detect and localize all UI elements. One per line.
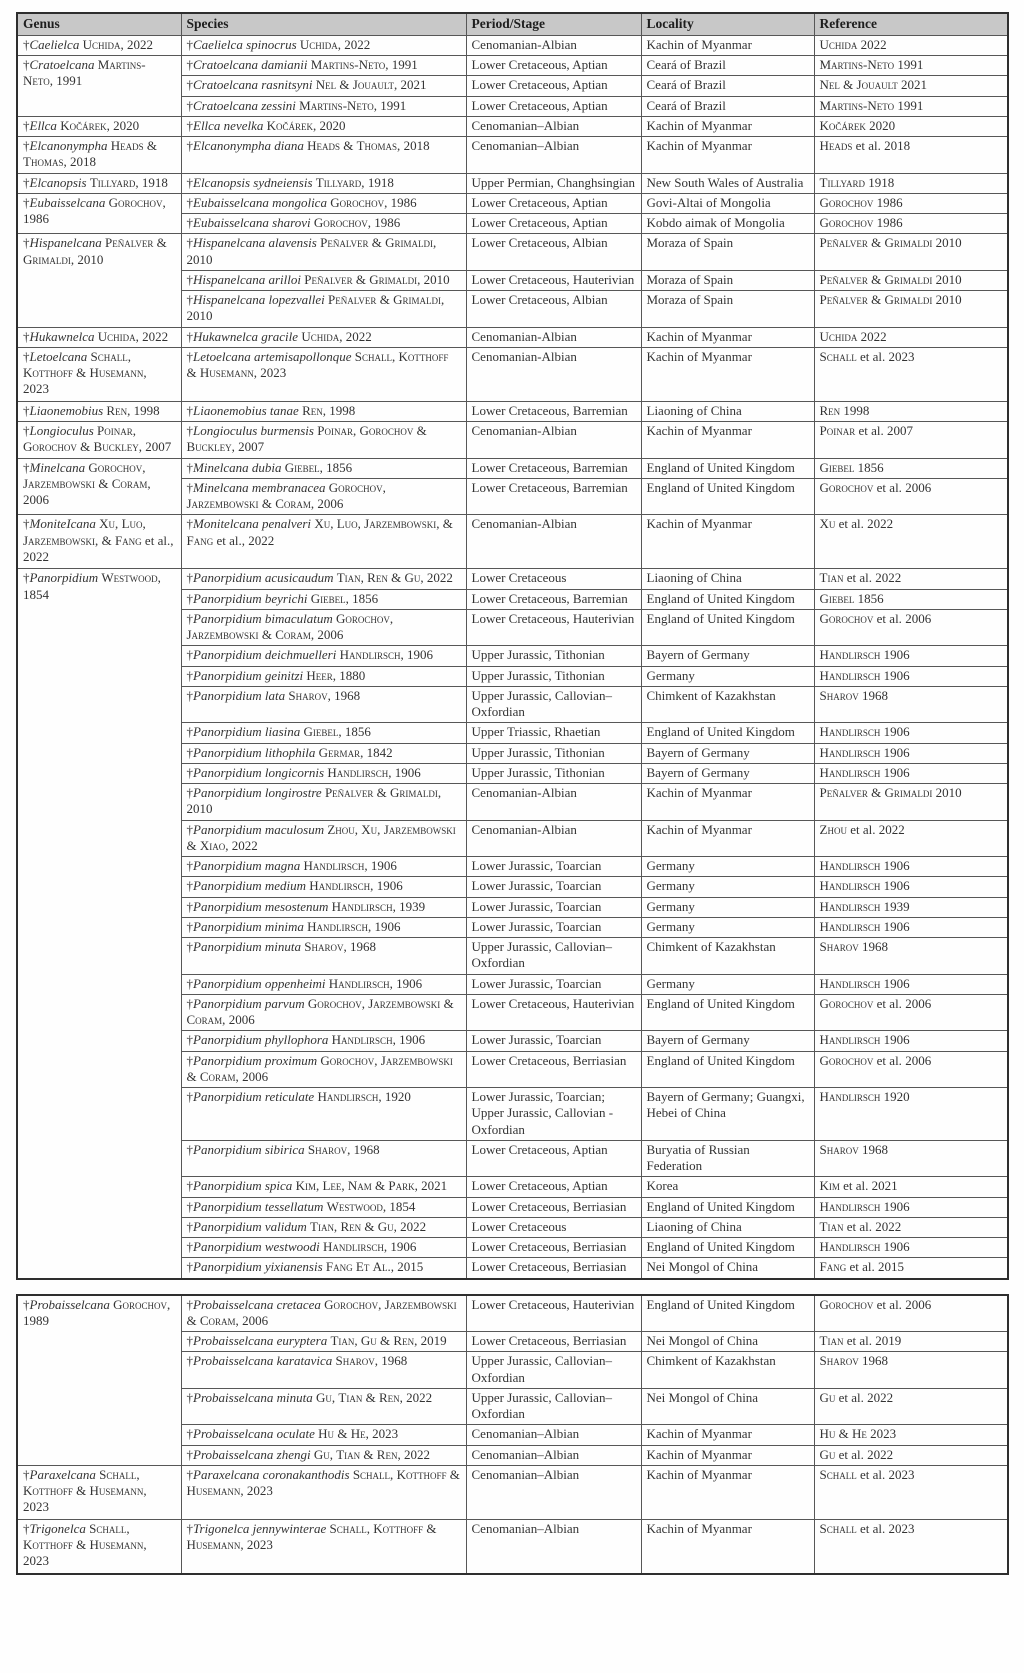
reference-cell: Gu et al. 2022	[814, 1445, 1008, 1465]
species-cell: †Panorpidium bimaculatum Gorochov, Jarzembowski & Coram, 2006	[181, 609, 466, 646]
species-cell: †Panorpidium westwoodi Handlirsch, 1906	[181, 1238, 466, 1258]
locality-cell: Kachin of Myanmar	[641, 1465, 814, 1519]
species-cell: †Cratoelcana rasnitsyni Nel & Jouault, 2021	[181, 76, 466, 96]
species-row	[17, 234, 1008, 271]
species-cell: †Panorpidium reticulate Handlirsch, 1920	[181, 1088, 466, 1141]
column-header-species: Species	[181, 13, 466, 35]
species-cell: †Letoelcana artemisapollonque Schall, Kotthoff & Husemann, 2023	[181, 347, 466, 401]
locality-cell: Kachin of Myanmar	[641, 137, 814, 174]
reference-cell: Gorochov 1986	[814, 193, 1008, 213]
species-cell: †Probaisselcana cretacea Gorochov, Jarzembowski & Coram, 2006	[181, 1295, 466, 1332]
species-cell: †Cratoelcana zessini Martins-Neto, 1991	[181, 96, 466, 116]
reference-cell: Handlirsch 1906	[814, 646, 1008, 666]
locality-cell: Kachin of Myanmar	[641, 327, 814, 347]
locality-cell: Liaoning of China	[641, 401, 814, 421]
reference-cell: Handlirsch 1906	[814, 974, 1008, 994]
reference-cell: Handlirsch 1906	[814, 763, 1008, 783]
period-cell: Cenomanian-Albian	[466, 35, 641, 55]
reference-cell: Kim et al. 2021	[814, 1177, 1008, 1197]
locality-cell: Ceará of Brazil	[641, 96, 814, 116]
species-cell: †Panorpidium validum Tian, Ren & Gu, 2022	[181, 1217, 466, 1237]
reference-cell: Gorochov et al. 2006	[814, 994, 1008, 1031]
species-cell: †Liaonemobius tanae Ren, 1998	[181, 401, 466, 421]
locality-cell: Germany	[641, 877, 814, 897]
reference-cell: Sharov 1968	[814, 686, 1008, 723]
locality-cell: Chimkent of Kazakhstan	[641, 1352, 814, 1389]
locality-cell: Buryatia of Russian Federation	[641, 1140, 814, 1177]
locality-cell: Moraza of Spain	[641, 234, 814, 271]
locality-cell: Korea	[641, 1177, 814, 1197]
period-cell: Lower Cretaceous, Aptian	[466, 193, 641, 213]
reference-cell: Handlirsch 1939	[814, 897, 1008, 917]
locality-cell: Nei Mongol of China	[641, 1388, 814, 1425]
locality-cell: Kachin of Myanmar	[641, 1445, 814, 1465]
locality-cell: Kachin of Myanmar	[641, 347, 814, 401]
reference-cell: Handlirsch 1920	[814, 1088, 1008, 1141]
period-cell: Lower Cretaceous, Aptian	[466, 96, 641, 116]
period-cell: Cenomanian–Albian	[466, 1425, 641, 1445]
species-cell: †Panorpidium lithophila Germar, 1842	[181, 743, 466, 763]
reference-cell: Uchida 2022	[814, 35, 1008, 55]
genus-cell: †Trigonelca Schall, Kotthoff & Husemann, 2023	[17, 1519, 181, 1574]
period-cell: Upper Jurassic, Tithonian	[466, 763, 641, 783]
species-row	[17, 35, 1008, 55]
genus-cell: †MoniteIcana Xu, Luo, Jarzembowski, & Fang et al., 2022	[17, 515, 181, 569]
locality-cell: Nei Mongol of China	[641, 1332, 814, 1352]
locality-cell: England of United Kingdom	[641, 589, 814, 609]
species-cell: †Probaisselcana oculate Hu & He, 2023	[181, 1425, 466, 1445]
locality-cell: England of United Kingdom	[641, 723, 814, 743]
locality-cell: Moraza of Spain	[641, 270, 814, 290]
period-cell: Upper Jurassic, Callovian–Oxfordian	[466, 686, 641, 723]
reference-cell: Handlirsch 1906	[814, 1238, 1008, 1258]
reference-cell: Handlirsch 1906	[814, 877, 1008, 897]
species-cell: †Longioculus burmensis Poinar, Gorochov & Buckley, 2007	[181, 422, 466, 459]
locality-cell: Kachin of Myanmar	[641, 116, 814, 136]
genus-cell: †Letoelcana Schall, Kotthoff & Husemann, 2023	[17, 347, 181, 401]
locality-cell: Bayern of Germany	[641, 1031, 814, 1051]
period-cell: Upper Permian, Changhsingian	[466, 173, 641, 193]
locality-cell: Liaoning of China	[641, 569, 814, 589]
period-cell: Lower Cretaceous, Aptian	[466, 214, 641, 234]
species-cell: †Panorpidium minima Handlirsch, 1906	[181, 917, 466, 937]
genus-cell: †Elcanonympha Heads & Thomas, 2018	[17, 137, 181, 174]
period-cell: Cenomanian-Albian	[466, 820, 641, 857]
species-cell: †Elcanopsis sydneiensis Tillyard, 1918	[181, 173, 466, 193]
species-cell: †Panorpidium deichmuelleri Handlirsch, 1906	[181, 646, 466, 666]
genus-cell: †Ellca Kočárek, 2020	[17, 116, 181, 136]
species-row	[17, 116, 1008, 136]
period-cell: Lower Cretaceous, Hauterivian	[466, 1295, 641, 1332]
period-cell: Lower Jurassic, Toarcian	[466, 877, 641, 897]
species-cell: †Cratoelcana damianii Martins-Neto, 1991	[181, 56, 466, 76]
locality-cell: Kachin of Myanmar	[641, 1425, 814, 1445]
species-cell: †Caelielca spinocrus Uchida, 2022	[181, 35, 466, 55]
period-cell: Lower Jurassic, Toarcian; Upper Jurassic, Callovian - Oxfordian	[466, 1088, 641, 1141]
locality-cell: Kachin of Myanmar	[641, 422, 814, 459]
genus-cell: †Cratoelcana Martins-Neto, 1991	[17, 56, 181, 117]
species-cell: †Hispanelcana lopezvallei Peñalver & Grimaldi, 2010	[181, 291, 466, 328]
locality-cell: Germany	[641, 897, 814, 917]
species-row	[17, 56, 1008, 76]
period-cell: Lower Cretaceous, Aptian	[466, 76, 641, 96]
period-cell: Lower Jurassic, Toarcian	[466, 857, 641, 877]
locality-cell: Germany	[641, 974, 814, 994]
locality-cell: Govi-Altai of Mongolia	[641, 193, 814, 213]
period-cell: Cenomanian–Albian	[466, 1519, 641, 1574]
period-cell: Lower Jurassic, Toarcian	[466, 1031, 641, 1051]
period-cell: Lower Cretaceous, Aptian	[466, 56, 641, 76]
species-cell: †Hispanelcana alavensis Peñalver & Grimaldi, 2010	[181, 234, 466, 271]
period-cell: Upper Jurassic, Callovian–Oxfordian	[466, 938, 641, 975]
species-cell: †Panorpidium yixianensis Fang Et Al., 2015	[181, 1258, 466, 1279]
reference-cell: Tillyard 1918	[814, 173, 1008, 193]
period-cell: Cenomanian-Albian	[466, 515, 641, 569]
species-cell: †Probaisselcana karatavica Sharov, 1968	[181, 1352, 466, 1389]
locality-cell: Bayern of Germany	[641, 763, 814, 783]
reference-cell: Fang et al. 2015	[814, 1258, 1008, 1279]
period-cell: Lower Cretaceous, Hauterivian	[466, 270, 641, 290]
period-cell: Lower Cretaceous, Aptian	[466, 1177, 641, 1197]
species-cell: †Probaisselcana minuta Gu, Tian & Ren, 2022	[181, 1388, 466, 1425]
period-cell: Lower Cretaceous, Barremian	[466, 589, 641, 609]
reference-cell: Gorochov et al. 2006	[814, 609, 1008, 646]
species-cell: †Panorpidium mesostenum Handlirsch, 1939	[181, 897, 466, 917]
locality-cell: Nei Mongol of China	[641, 1258, 814, 1279]
column-header-genus: Genus	[17, 13, 181, 35]
reference-cell: Xu et al. 2022	[814, 515, 1008, 569]
reference-cell: Tian et al. 2019	[814, 1332, 1008, 1352]
species-cell: †Hispanelcana arilloi Peñalver & Grimaldi, 2010	[181, 270, 466, 290]
species-row	[17, 327, 1008, 347]
species-row	[17, 458, 1008, 478]
locality-cell: Moraza of Spain	[641, 291, 814, 328]
reference-cell: Peñalver & Grimaldi 2010	[814, 234, 1008, 271]
genus-cell: †Paraxelcana Schall, Kotthoff & Husemann, 2023	[17, 1465, 181, 1519]
species-row	[17, 1519, 1008, 1574]
period-cell: Lower Cretaceous	[466, 569, 641, 589]
locality-cell: England of United Kingdom	[641, 1295, 814, 1332]
locality-cell: Chimkent of Kazakhstan	[641, 938, 814, 975]
locality-cell: New South Wales of Australia	[641, 173, 814, 193]
species-row	[17, 401, 1008, 421]
locality-cell: Germany	[641, 666, 814, 686]
locality-cell: Kachin of Myanmar	[641, 820, 814, 857]
reference-cell: Schall et al. 2023	[814, 1519, 1008, 1574]
species-row	[17, 422, 1008, 459]
reference-cell: Handlirsch 1906	[814, 1197, 1008, 1217]
column-header-locality: Locality	[641, 13, 814, 35]
reference-cell: Uchida 2022	[814, 327, 1008, 347]
locality-cell: Kachin of Myanmar	[641, 1519, 814, 1574]
period-cell: Lower Cretaceous, Barremian	[466, 478, 641, 515]
period-cell: Lower Cretaceous, Hauterivian	[466, 609, 641, 646]
locality-cell: England of United Kingdom	[641, 994, 814, 1031]
reference-cell: Martins-Neto 1991	[814, 56, 1008, 76]
species-cell: †Trigonelca jennywinterae Schall, Kotthoff & Husemann, 2023	[181, 1519, 466, 1574]
reference-cell: Gu et al. 2022	[814, 1388, 1008, 1425]
reference-cell: Ren 1998	[814, 401, 1008, 421]
reference-cell: Schall et al. 2023	[814, 347, 1008, 401]
species-cell: †Panorpidium phyllophora Handlirsch, 1906	[181, 1031, 466, 1051]
reference-cell: Kočárek 2020	[814, 116, 1008, 136]
period-cell: Cenomanian-Albian	[466, 422, 641, 459]
period-cell: Cenomanian–Albian	[466, 116, 641, 136]
species-cell: †Panorpidium proximum Gorochov, Jarzembowski & Coram, 2006	[181, 1051, 466, 1088]
species-row	[17, 569, 1008, 589]
locality-cell: England of United Kingdom	[641, 1197, 814, 1217]
species-cell: †Minelcana dubia Giebel, 1856	[181, 458, 466, 478]
period-cell: Cenomanian–Albian	[466, 1445, 641, 1465]
genus-cell: †Minelcana Gorochov, Jarzembowski & Coram, 2006	[17, 458, 181, 515]
period-cell: Lower Cretaceous, Berriasian	[466, 1051, 641, 1088]
locality-cell: Ceará of Brazil	[641, 76, 814, 96]
genus-cell: †Panorpidium Westwood, 1854	[17, 569, 181, 1279]
reference-cell: Tian et al. 2022	[814, 1217, 1008, 1237]
reference-cell: Handlirsch 1906	[814, 917, 1008, 937]
period-cell: Lower Cretaceous, Berriasian	[466, 1258, 641, 1279]
period-cell: Cenomanian-Albian	[466, 347, 641, 401]
locality-cell: England of United Kingdom	[641, 1051, 814, 1088]
genus-cell: †Hukawnelca Uchida, 2022	[17, 327, 181, 347]
species-cell: †Probaisselcana zhengi Gu, Tian & Ren, 2022	[181, 1445, 466, 1465]
locality-cell: Germany	[641, 917, 814, 937]
locality-cell: England of United Kingdom	[641, 478, 814, 515]
locality-cell: Kachin of Myanmar	[641, 515, 814, 569]
period-cell: Lower Cretaceous, Albian	[466, 291, 641, 328]
reference-cell: Martins-Neto 1991	[814, 96, 1008, 116]
species-cell: †Panorpidium spica Kim, Lee, Nam & Park, 2021	[181, 1177, 466, 1197]
species-row	[17, 173, 1008, 193]
reference-cell: Handlirsch 1906	[814, 743, 1008, 763]
species-cell: †Panorpidium beyrichi Giebel, 1856	[181, 589, 466, 609]
locality-cell: England of United Kingdom	[641, 458, 814, 478]
species-cell: †Panorpidium maculosum Zhou, Xu, Jarzembowski & Xiao, 2022	[181, 820, 466, 857]
species-cell: †Eubaisselcana mongolica Gorochov, 1986	[181, 193, 466, 213]
locality-cell: England of United Kingdom	[641, 1238, 814, 1258]
locality-cell: Liaoning of China	[641, 1217, 814, 1237]
period-cell: Upper Jurassic, Tithonian	[466, 646, 641, 666]
species-cell: †Panorpidium longicornis Handlirsch, 1906	[181, 763, 466, 783]
species-cell: †Eubaisselcana sharovi Gorochov, 1986	[181, 214, 466, 234]
locality-cell: Germany	[641, 857, 814, 877]
species-cell: †Panorpidium liasina Giebel, 1856	[181, 723, 466, 743]
species-row	[17, 137, 1008, 174]
species-cell: †Hukawnelca gracile Uchida, 2022	[181, 327, 466, 347]
locality-cell: Bayern of Germany; Guangxi, Hebei of China	[641, 1088, 814, 1141]
reference-cell: Handlirsch 1906	[814, 723, 1008, 743]
reference-cell: Peñalver & Grimaldi 2010	[814, 784, 1008, 821]
species-cell: †Panorpidium acusicaudum Tian, Ren & Gu, 2022	[181, 569, 466, 589]
genus-cell: †Liaonemobius Ren, 1998	[17, 401, 181, 421]
period-cell: Upper Jurassic, Tithonian	[466, 743, 641, 763]
species-cell: †Probaisselcana euryptera Tian, Gu & Ren, 2019	[181, 1332, 466, 1352]
column-header-period-stage: Period/Stage	[466, 13, 641, 35]
period-cell: Cenomanian–Albian	[466, 137, 641, 174]
locality-cell: England of United Kingdom	[641, 609, 814, 646]
period-cell: Upper Jurassic, Callovian–Oxfordian	[466, 1388, 641, 1425]
reference-cell: Giebel 1856	[814, 458, 1008, 478]
genus-cell: †Caelielca Uchida, 2022	[17, 35, 181, 55]
period-cell: Lower Jurassic, Toarcian	[466, 917, 641, 937]
period-cell: Lower Cretaceous, Berriasian	[466, 1238, 641, 1258]
species-row	[17, 1465, 1008, 1519]
reference-cell: Heads et al. 2018	[814, 137, 1008, 174]
reference-cell: Handlirsch 1906	[814, 666, 1008, 686]
column-header-reference: Reference	[814, 13, 1008, 35]
reference-cell: Sharov 1968	[814, 938, 1008, 975]
period-cell: Upper Jurassic, Tithonian	[466, 666, 641, 686]
reference-cell: Sharov 1968	[814, 1352, 1008, 1389]
species-cell: †Paraxelcana coronakanthodis Schall, Kotthoff & Husemann, 2023	[181, 1465, 466, 1519]
locality-cell: Kobdo aimak of Mongolia	[641, 214, 814, 234]
reference-cell: Peñalver & Grimaldi 2010	[814, 270, 1008, 290]
species-row	[17, 347, 1008, 401]
species-cell: †Panorpidium minuta Sharov, 1968	[181, 938, 466, 975]
reference-cell: Handlirsch 1906	[814, 1031, 1008, 1051]
reference-cell: Giebel 1856	[814, 589, 1008, 609]
reference-cell: Hu & He 2023	[814, 1425, 1008, 1445]
genus-cell: †Elcanopsis Tillyard, 1918	[17, 173, 181, 193]
period-cell: Cenomanian–Albian	[466, 1465, 641, 1519]
period-cell: Cenomanian-Albian	[466, 327, 641, 347]
species-cell: †Panorpidium sibirica Sharov, 1968	[181, 1140, 466, 1177]
reference-cell: Nel & Jouault 2021	[814, 76, 1008, 96]
species-cell: †Panorpidium parvum Gorochov, Jarzembowski & Coram, 2006	[181, 994, 466, 1031]
species-cell: †Monitelcana penalveri Xu, Luo, Jarzembowski, & Fang et al., 2022	[181, 515, 466, 569]
header-row	[17, 13, 1008, 35]
species-cell: †Elcanonympha diana Heads & Thomas, 2018	[181, 137, 466, 174]
period-cell: Lower Jurassic, Toarcian	[466, 974, 641, 994]
period-cell: Lower Cretaceous, Aptian	[466, 1140, 641, 1177]
period-cell: Lower Cretaceous	[466, 1217, 641, 1237]
locality-cell: Kachin of Myanmar	[641, 35, 814, 55]
species-cell: †Panorpidium medium Handlirsch, 1906	[181, 877, 466, 897]
species-row	[17, 515, 1008, 569]
species-cell: †Panorpidium geinitzi Heer, 1880	[181, 666, 466, 686]
species-cell: †Panorpidium magna Handlirsch, 1906	[181, 857, 466, 877]
locality-cell: Kachin of Myanmar	[641, 784, 814, 821]
locality-cell: Ceará of Brazil	[641, 56, 814, 76]
period-cell: Cenomanian-Albian	[466, 784, 641, 821]
species-table-continued	[16, 1294, 1009, 1575]
species-cell: †Panorpidium longirostre Peñalver & Grimaldi, 2010	[181, 784, 466, 821]
period-cell: Lower Cretaceous, Berriasian	[466, 1332, 641, 1352]
genus-cell: †Hispanelcana Peñalver & Grimaldi, 2010	[17, 234, 181, 327]
reference-cell: Tian et al. 2022	[814, 569, 1008, 589]
reference-cell: Gorochov et al. 2006	[814, 1295, 1008, 1332]
locality-cell: Bayern of Germany	[641, 646, 814, 666]
reference-cell: Gorochov 1986	[814, 214, 1008, 234]
species-cell: †Ellca nevelka Kočárek, 2020	[181, 116, 466, 136]
genus-cell: †Eubaisselcana Gorochov, 1986	[17, 193, 181, 234]
species-cell: †Panorpidium lata Sharov, 1968	[181, 686, 466, 723]
species-table-main	[16, 12, 1009, 1280]
species-cell: †Panorpidium oppenheimi Handlirsch, 1906	[181, 974, 466, 994]
period-cell: Upper Triassic, Rhaetian	[466, 723, 641, 743]
reference-cell: Peñalver & Grimaldi 2010	[814, 291, 1008, 328]
locality-cell: Bayern of Germany	[641, 743, 814, 763]
reference-cell: Handlirsch 1906	[814, 857, 1008, 877]
period-cell: Lower Jurassic, Toarcian	[466, 897, 641, 917]
taxa-table-region	[16, 12, 1008, 1589]
reference-cell: Schall et al. 2023	[814, 1465, 1008, 1519]
period-cell: Lower Cretaceous, Barremian	[466, 458, 641, 478]
species-cell: †Minelcana membranacea Gorochov, Jarzembowski & Coram, 2006	[181, 478, 466, 515]
period-cell: Lower Cretaceous, Berriasian	[466, 1197, 641, 1217]
period-cell: Lower Cretaceous, Barremian	[466, 401, 641, 421]
reference-cell: Gorochov et al. 2006	[814, 478, 1008, 515]
locality-cell: Chimkent of Kazakhstan	[641, 686, 814, 723]
reference-cell: Gorochov et al. 2006	[814, 1051, 1008, 1088]
genus-cell: †Probaisselcana Gorochov, 1989	[17, 1295, 181, 1466]
reference-cell: Poinar et al. 2007	[814, 422, 1008, 459]
species-cell: †Panorpidium tessellatum Westwood, 1854	[181, 1197, 466, 1217]
species-row	[17, 193, 1008, 213]
reference-cell: Sharov 1968	[814, 1140, 1008, 1177]
species-row	[17, 1295, 1008, 1332]
period-cell: Upper Jurassic, Callovian–Oxfordian	[466, 1352, 641, 1389]
genus-cell: †Longioculus Poinar, Gorochov & Buckley, 2007	[17, 422, 181, 459]
reference-cell: Zhou et al. 2022	[814, 820, 1008, 857]
period-cell: Lower Cretaceous, Albian	[466, 234, 641, 271]
period-cell: Lower Cretaceous, Hauterivian	[466, 994, 641, 1031]
